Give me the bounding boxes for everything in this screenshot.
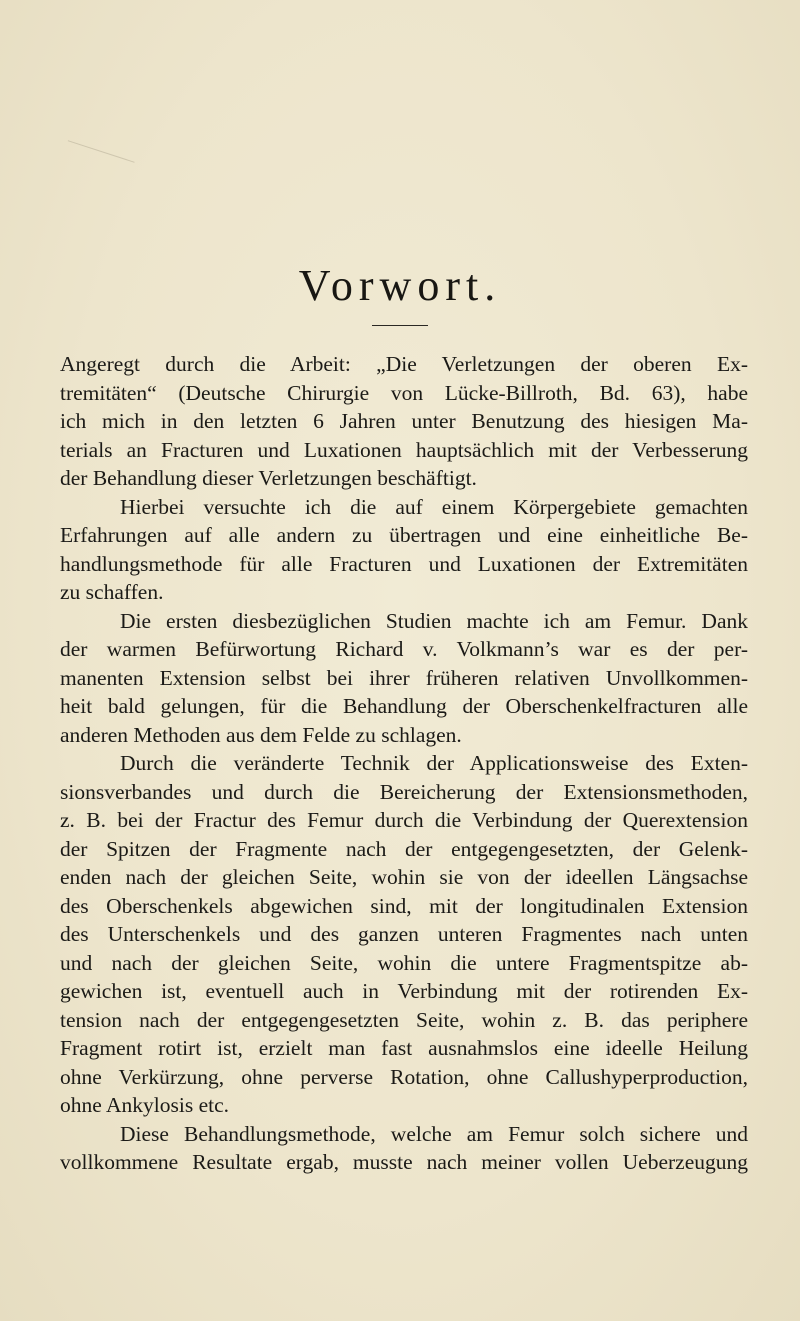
text-line: gewichen ist, eventuell auch in Verbindung mit der rotirenden Ex- xyxy=(60,979,748,1003)
text-line: des Unterschenkels und des ganzen unteren Fragmentes nach unten xyxy=(60,922,748,946)
text-line: handlungsmethode für alle Fracturen und Luxationen der Extremitäten xyxy=(60,551,748,576)
text-line: enden nach der gleichen Seite, wohin sie von der ideellen Längsachse xyxy=(60,865,748,889)
text-line: tension nach der entgegengesetzten Seite, wohin z. B. das periphere xyxy=(60,1007,748,1032)
text-line: Erfahrungen auf alle andern zu übertragen und eine einheitliche Be- xyxy=(60,523,748,547)
text-line: tremitäten“ (Deutsche Chirurgie von Lücke-Billroth, Bd. 63), habe xyxy=(60,380,748,405)
text-line: manenten Extension selbst bei ihrer früheren relativen Unvollkommen- xyxy=(60,665,748,690)
text-line: ich mich in den letzten 6 Jahren unter Benutzung des hiesigen Ma- xyxy=(60,409,748,433)
text-line: sionsverbandes und durch die Bereicherung der Extensionsmethoden, xyxy=(60,779,748,804)
text-line: der Spitzen der Fragmente nach der entgegengesetzten, der Gelenk- xyxy=(60,836,748,861)
text-line: ohne Verkürzung, ohne perverse Rotation, ohne Callushyperproduction, xyxy=(60,1064,748,1089)
text-line: zu schaffen. xyxy=(60,580,164,604)
text-line: Angeregt durch die Arbeit: „Die Verletzungen der oberen Ex- xyxy=(60,352,748,376)
text-line: und nach der gleichen Seite, wohin die untere Fragmentspitze ab- xyxy=(60,950,748,975)
paragraph-4 xyxy=(60,749,748,1120)
paragraph-2 xyxy=(60,493,748,607)
paragraph-3 xyxy=(60,607,748,750)
text-line: der warmen Befürwortung Richard v. Volkmann’s war es der per- xyxy=(60,637,748,661)
text-line: terials an Fracturen und Luxationen hauptsächlich mit der Verbesserung xyxy=(60,437,748,462)
text-line: anderen Methoden aus dem Felde zu schlagen. xyxy=(60,722,462,747)
text-line: z. B. bei der Fractur des Femur durch die Verbindung der Querextension xyxy=(60,808,748,832)
text-line: ohne Ankylosis etc. xyxy=(60,1093,229,1117)
paragraph-1 xyxy=(60,350,748,493)
text-line: des Oberschenkels abgewichen sind, mit der longitudinalen Extension xyxy=(60,893,748,918)
text-line: Durch die veränderte Technik der Applicationsweise des Exten- xyxy=(120,751,748,775)
paragraph-5 xyxy=(60,1120,748,1177)
page-title: Vorwort. xyxy=(298,261,502,310)
text-line: Hierbei versuchte ich die auf einem Körpergebiete gemachten xyxy=(120,494,748,519)
preface-body xyxy=(60,350,748,1177)
text-line: vollkommene Resultate ergab, musste nach meiner vollen Ueberzeugung xyxy=(60,1150,748,1174)
text-line: der Behandlung dieser Verletzungen beschäftigt. xyxy=(60,466,477,490)
text-line: heit bald gelungen, für die Behandlung der Oberschenkelfracturen alle xyxy=(60,694,748,718)
page-crease-mark xyxy=(55,140,134,201)
text-line: Die ersten diesbezüglichen Studien machte ich am Femur. Dank xyxy=(120,608,748,633)
text-line: Diese Behandlungsmethode, welche am Femur solch sichere und xyxy=(120,1121,748,1146)
text-line: Fragment rotirt ist, erzielt man fast ausnahmslos eine ideelle Heilung xyxy=(60,1036,748,1060)
title-divider xyxy=(372,325,428,326)
